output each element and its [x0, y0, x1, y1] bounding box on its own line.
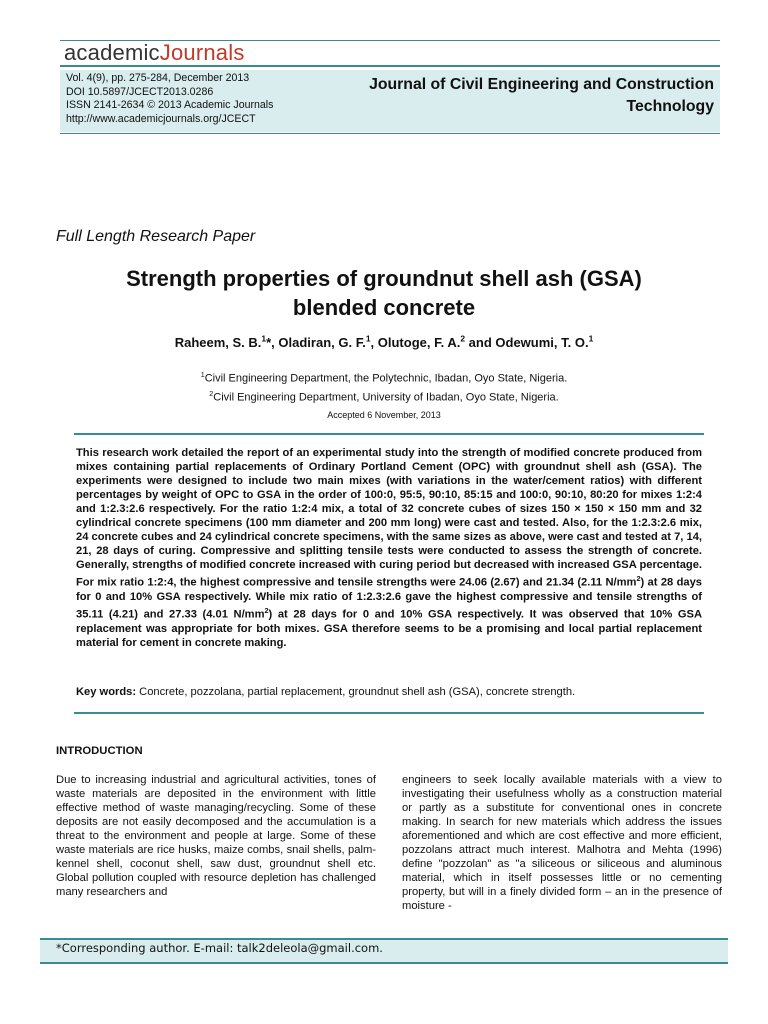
- intro-left-column: Due to increasing industrial and agricultural activities, tones of waste materials are deposited in the environment with little effective method of waste managing/recycling. Some of these deposits are not easily decomposed and the accumulation is a threat to the environment and people at large. Some of these waste materials are rice husks, maize combs, snail shells, palm-kennel shell, coconut shell, saw dust, groundnut shell etc. Global pollution coupled with resource depletion has challenged many researchers and: [56, 774, 376, 899]
- section-heading: INTRODUCTION: [56, 745, 143, 757]
- volume-line: Vol. 4(9), pp. 275-284, December 2013: [66, 72, 250, 84]
- author-list: [40, 334, 728, 350]
- publisher-logo: [64, 40, 245, 66]
- author-4: Odewumi, T. O.$^1$: [495, 334, 594, 351]
- journal-url[interactable]: http://www.academicjournals.org/JCECT: [66, 112, 256, 125]
- logo-suffix: Journals: [159, 40, 245, 65]
- author-1: Raheem, S. B.$^1$*,: [174, 334, 279, 351]
- journal-name-line2: Technology: [626, 98, 714, 115]
- affiliation-2: $^2$Civil Engineering Department, University of Ibadan, Oyo State, Nigeria.: [209, 389, 559, 404]
- journal-name: [314, 74, 714, 118]
- header-rule: [60, 65, 720, 67]
- issn-line: ISSN 2141-2634 © 2013 Academic Journals: [66, 99, 274, 112]
- paper-title: [40, 264, 728, 322]
- abstract-bottom-rule: [74, 712, 704, 714]
- logo-prefix: academic: [64, 40, 160, 65]
- title-line2: blended concrete: [292, 295, 476, 320]
- author-2: Oladiran, G. F.$^1$,: [278, 334, 378, 351]
- keywords-label: Key words:: [76, 686, 137, 698]
- affiliations: [40, 368, 728, 405]
- author-3: Olutoge, F. A.$^2$ and: [377, 334, 496, 351]
- corresponding-author-footnote: *Corresponding author. E-mail: talk2deleola@gmail.com.: [56, 941, 383, 955]
- article-meta: [66, 72, 273, 126]
- accepted-date: Accepted 6 November, 2013: [327, 410, 441, 420]
- keywords-text: Concrete, pozzolana, partial replacement, groundnut shell ash (GSA), concrete strength.: [136, 686, 576, 698]
- paper-type: Full Length Research Paper: [56, 228, 256, 245]
- meta-bottom-rule: [60, 133, 720, 134]
- abstract-top-rule: [74, 433, 704, 435]
- intro-right-column: engineers to seek locally available materials with a view to investigating their usefulness wholly as a construction material or partly as a substitute for conventional ones in concrete making. In search for new materials which address the issues aforementioned and which are cost effective and more efficient, pozzolans attract much interest. Malhotra and Mehta (1996) define "pozzolan" as "a siliceous or siliceous and aluminous material, which in itself possesses little or no cementing property, but will in a finely divided form – an in the presence of moisture -: [402, 774, 722, 913]
- affiliation-1: $^1$Civil Engineering Department, the Polytechnic, Ibadan, Oyo State, Nigeria.: [200, 371, 568, 385]
- doi-line: DOI 10.5897/JCECT2013.0286: [66, 85, 214, 98]
- title-line1: Strength properties of groundnut shell ash (GSA): [126, 266, 642, 291]
- journal-name-line1: Journal of Civil Engineering and Construction: [369, 76, 714, 93]
- abstract: This research work detailed the report of an experimental study into the strength of modified concrete produced from mixes containing partial replacements of Ordinary Portland Cement (OPC) with groundnut shell ash (GSA). The experiments were designed to include two main mixes (with variations in the water/cement ratios) with different percentages by weight of OPC to GSA in the order of 100:0, 95:5, 90:10, 85:15 and 100:0, 90:10, 80:20 for mixes 1:2:4 and 1:2.3:2.6 respectively. For the ratio 1:2:4 mix, a total of 32 concrete cubes of sizes 150 × 150 × 150 mm and 32 cylindrical concrete specimens (100 mm diameter and 200 mm long) were cast and tested. Also, for the 1:2.3:2.6 mix, 24 concrete cubes and 24 cylindrical concrete specimens, with the same sizes as above, were cast and tested at 7, 14, 21, 28 days of curing. Compressive and splitting tensile tests were conducted to assess the strength of concrete. Generally, strengths of modified concrete increased with curing period but decreased with increased GSA percentage. For mix ratio 1:2:4, the highest compressive and tensile strengths were 24.06 (2.67) and 21.34 (2.11 $N/mm^2$) at 28 days for 0 and 10% GSA respectively. While mix ratio of 1:2.3:2.6 gave the highest compressive and tensile strengths of 35.11 (4.21) and 27.33 (4.01 $N/mm^2$) at 28 days for 0 and 10% GSA respectively. It was observed that 10% GSA replacement was appropriate for both mixes. GSA therefore seems to be a promising and local partial replacement material for cement in concrete making.: [76, 447, 702, 650]
- keywords: [76, 686, 702, 698]
